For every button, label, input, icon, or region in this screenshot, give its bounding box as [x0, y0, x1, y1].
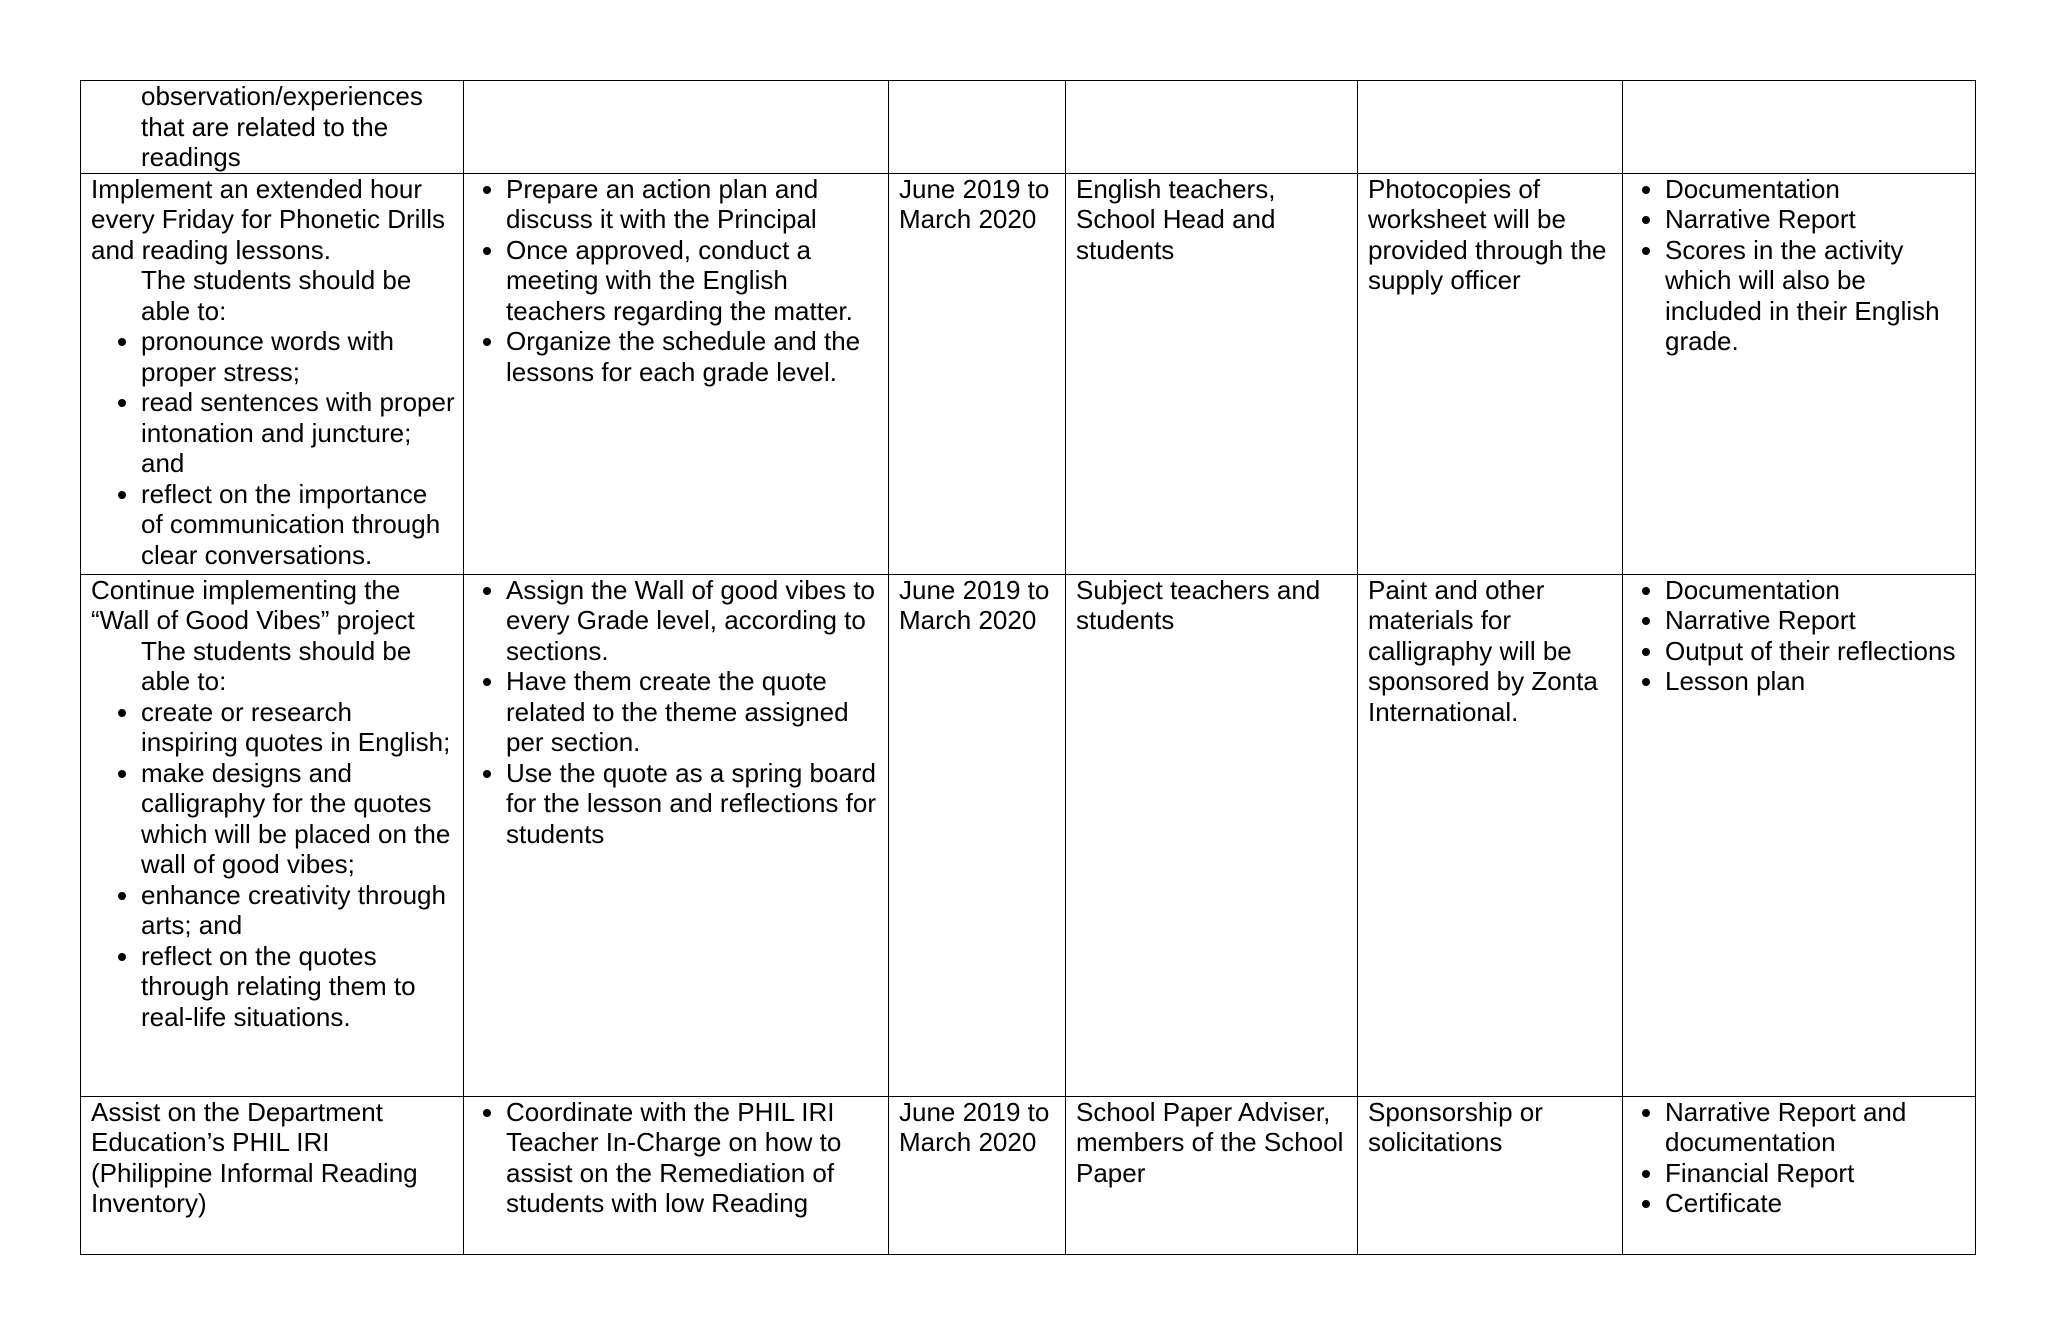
evidence-cell: [1623, 574, 1976, 1096]
list-item: • Organize the schedule and the lessons for each grade level.: [506, 326, 880, 387]
list-item: • Narrative Report and documentation: [1665, 1097, 1967, 1158]
list-item: • make designs and calligraphy for the quotes which will be placed on the wall of good vibes;: [141, 758, 455, 880]
evidence-cell: [1623, 81, 1976, 174]
objective-bullets: [91, 697, 455, 1033]
resources-cell: Sponsorship or solicitations: [1358, 1096, 1623, 1254]
list-item: • Documentation: [1665, 174, 1967, 205]
list-item: • enhance creativity through arts; and: [141, 880, 455, 941]
objective-continuation: [91, 81, 455, 173]
table-row: [81, 173, 1976, 574]
objective-text: Implement an extended hour every Friday for Phonetic Drills and reading lessons.: [91, 173, 445, 265]
evidence-list: [1633, 174, 1967, 357]
objective-intro: The students should be able to:: [141, 265, 412, 326]
evidence-list: [1633, 575, 1967, 697]
resources-cell: [1358, 81, 1623, 174]
list-item: • Coordinate with the PHIL IRI Teacher In-Charge on how to assist on the Remediation of students with low Reading: [506, 1097, 880, 1219]
list-item: • Prepare an action plan and discuss it with the Principal: [506, 174, 880, 235]
activities-cell: [464, 1096, 889, 1254]
objective-cell: [81, 574, 464, 1096]
resources-cell: Photocopies of worksheet will be provided through the supply officer: [1358, 173, 1623, 574]
activities-list: [474, 174, 880, 388]
action-plan-table: [80, 80, 1976, 1255]
list-item: • Once approved, conduct a meeting with the English teachers regarding the matter.: [506, 235, 880, 327]
objective-text: Assist on the Department Education’s PHIL IRI (Philippine Informal Reading Inventory): [91, 1096, 418, 1218]
timeline-cell: [889, 81, 1066, 174]
list-item: • Narrative Report: [1665, 605, 1967, 636]
list-item: • Use the quote as a spring board for the lesson and reflections for students: [506, 758, 880, 850]
objective-bullets: [91, 326, 455, 570]
objective-text: Continue implementing the “Wall of Good Vibes” project: [91, 574, 415, 635]
list-item: • reflect on the quotes through relating them to real-life situations.: [141, 941, 455, 1033]
list-item: • pronounce words with proper stress;: [141, 326, 455, 387]
list-item: • Scores in the activity which will also be included in their English grade.: [1665, 235, 1967, 357]
table-row: [81, 574, 1976, 1096]
persons-cell: English teachers, School Head and students: [1066, 173, 1358, 574]
table-row: [81, 1096, 1976, 1254]
persons-cell: [1066, 81, 1358, 174]
list-item: • Output of their reflections: [1665, 636, 1967, 667]
activities-cell: [464, 574, 889, 1096]
objective-line: observation/experiences: [141, 81, 423, 111]
list-item: • read sentences with proper intonation and juncture; and: [141, 387, 455, 479]
list-item: • create or research inspiring quotes in English;: [141, 697, 455, 758]
list-item: • reflect on the importance of communication through clear conversations.: [141, 479, 455, 571]
list-item: • Financial Report: [1665, 1158, 1967, 1189]
objective-cell: [81, 1096, 464, 1254]
timeline-cell: June 2019 to March 2020: [889, 574, 1066, 1096]
activities-list: [474, 575, 880, 850]
evidence-cell: [1623, 1096, 1976, 1254]
objective-cell: [81, 81, 464, 174]
list-item: • Narrative Report: [1665, 204, 1967, 235]
list-item: • Assign the Wall of good vibes to every Grade level, according to sections.: [506, 575, 880, 667]
table-row: [81, 81, 1976, 174]
timeline-cell: June 2019 to March 2020: [889, 1096, 1066, 1254]
resources-cell: Paint and other materials for calligraphy will be sponsored by Zonta International.: [1358, 574, 1623, 1096]
list-item: • Lesson plan: [1665, 666, 1967, 697]
list-item: • Have them create the quote related to the theme assigned per section.: [506, 666, 880, 758]
activities-list: [474, 1097, 880, 1219]
evidence-cell: [1623, 173, 1976, 574]
list-item: • Documentation: [1665, 575, 1967, 606]
list-item: • Certificate: [1665, 1188, 1967, 1219]
activities-cell: [464, 81, 889, 174]
objective-cell: [81, 173, 464, 574]
persons-cell: Subject teachers and students: [1066, 574, 1358, 1096]
timeline-cell: June 2019 to March 2020: [889, 173, 1066, 574]
objective-line: that are related to the: [141, 111, 389, 142]
objective-intro: The students should be able to:: [141, 635, 412, 696]
objective-line: readings: [141, 142, 241, 172]
persons-cell: School Paper Adviser, members of the School Paper: [1066, 1096, 1358, 1254]
activities-cell: [464, 173, 889, 574]
evidence-list: [1633, 1097, 1967, 1219]
